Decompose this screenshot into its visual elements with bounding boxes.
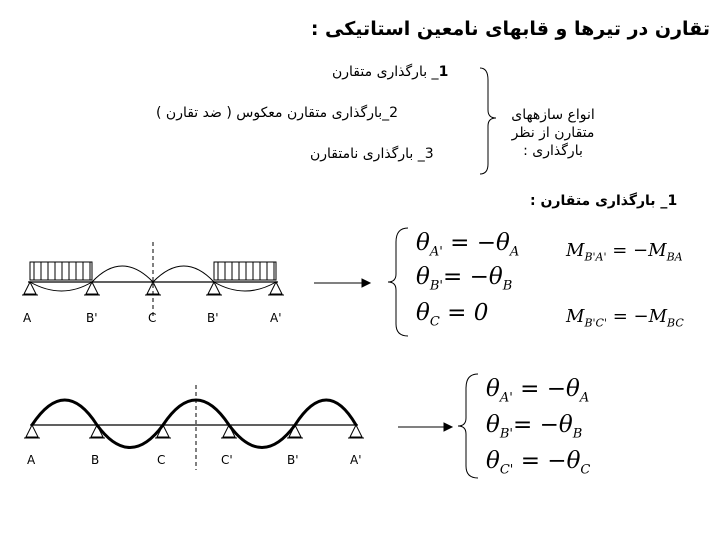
- label-B-prime: B': [207, 311, 219, 325]
- support-labels-1: [23, 311, 282, 325]
- equation-theta-B: $\theta_{B'}= -\theta_B$: [416, 264, 513, 294]
- deflected-shape: [32, 400, 356, 448]
- label-A: A: [27, 453, 36, 467]
- equation-theta-C: $\theta_C = 0$: [416, 300, 489, 330]
- item-number: 1: [438, 64, 449, 80]
- item-number: 2: [389, 105, 399, 121]
- item-text: _ بارگذاری متقارن: [332, 64, 439, 80]
- load-arrows-left: [34, 262, 90, 280]
- label-C-prime: C': [221, 453, 233, 467]
- page-title: تقارن در تیرها و قابهای نامعین استاتیکی :: [310, 18, 710, 40]
- label-B-prime: B': [86, 311, 98, 325]
- label-A-prime: A': [350, 453, 362, 467]
- classification-brace: [480, 68, 496, 174]
- support-labels-2: [27, 453, 362, 467]
- equation-theta-A-prime: $\theta_{A'} = -\theta_A$: [486, 376, 590, 406]
- classification-category: انواع سازههای متقارن از نظر بارگذاری :: [511, 107, 595, 159]
- item-text: _بارگذاری متقارن معکوس ( ضد تقارن ): [156, 105, 390, 121]
- label-B: B: [91, 453, 100, 467]
- label-A-prime: A': [270, 311, 282, 325]
- supports: [24, 425, 364, 438]
- section-text: _ بارگذاری متقارن :: [530, 193, 668, 209]
- section-number: 1: [667, 193, 678, 209]
- label-C: C: [148, 311, 157, 325]
- item-number: 3: [424, 146, 434, 162]
- equation-moment-BC: $M_{B'C'} = -M_{BC}$: [566, 306, 684, 330]
- equation-theta-C-prime: $\theta_{C'} = -\theta_C$: [486, 448, 591, 478]
- label-C: C: [157, 453, 166, 467]
- equation-moment-BA: $M_{B'A'} = -M_{BA}$: [566, 240, 683, 264]
- label-B-prime: B': [287, 453, 299, 467]
- label-A: A: [23, 311, 32, 325]
- equation-theta-A: $\theta_{A'} = -\theta_A$: [416, 230, 520, 260]
- equation-theta-B-prime: $\theta_{B'}= -\theta_B$: [486, 412, 583, 442]
- equations-brace-1: [388, 228, 408, 336]
- equations-brace-2: [458, 374, 478, 478]
- item-text: _ بارگذاری نامتقارن: [310, 146, 425, 162]
- load-arrows-right: [218, 262, 274, 280]
